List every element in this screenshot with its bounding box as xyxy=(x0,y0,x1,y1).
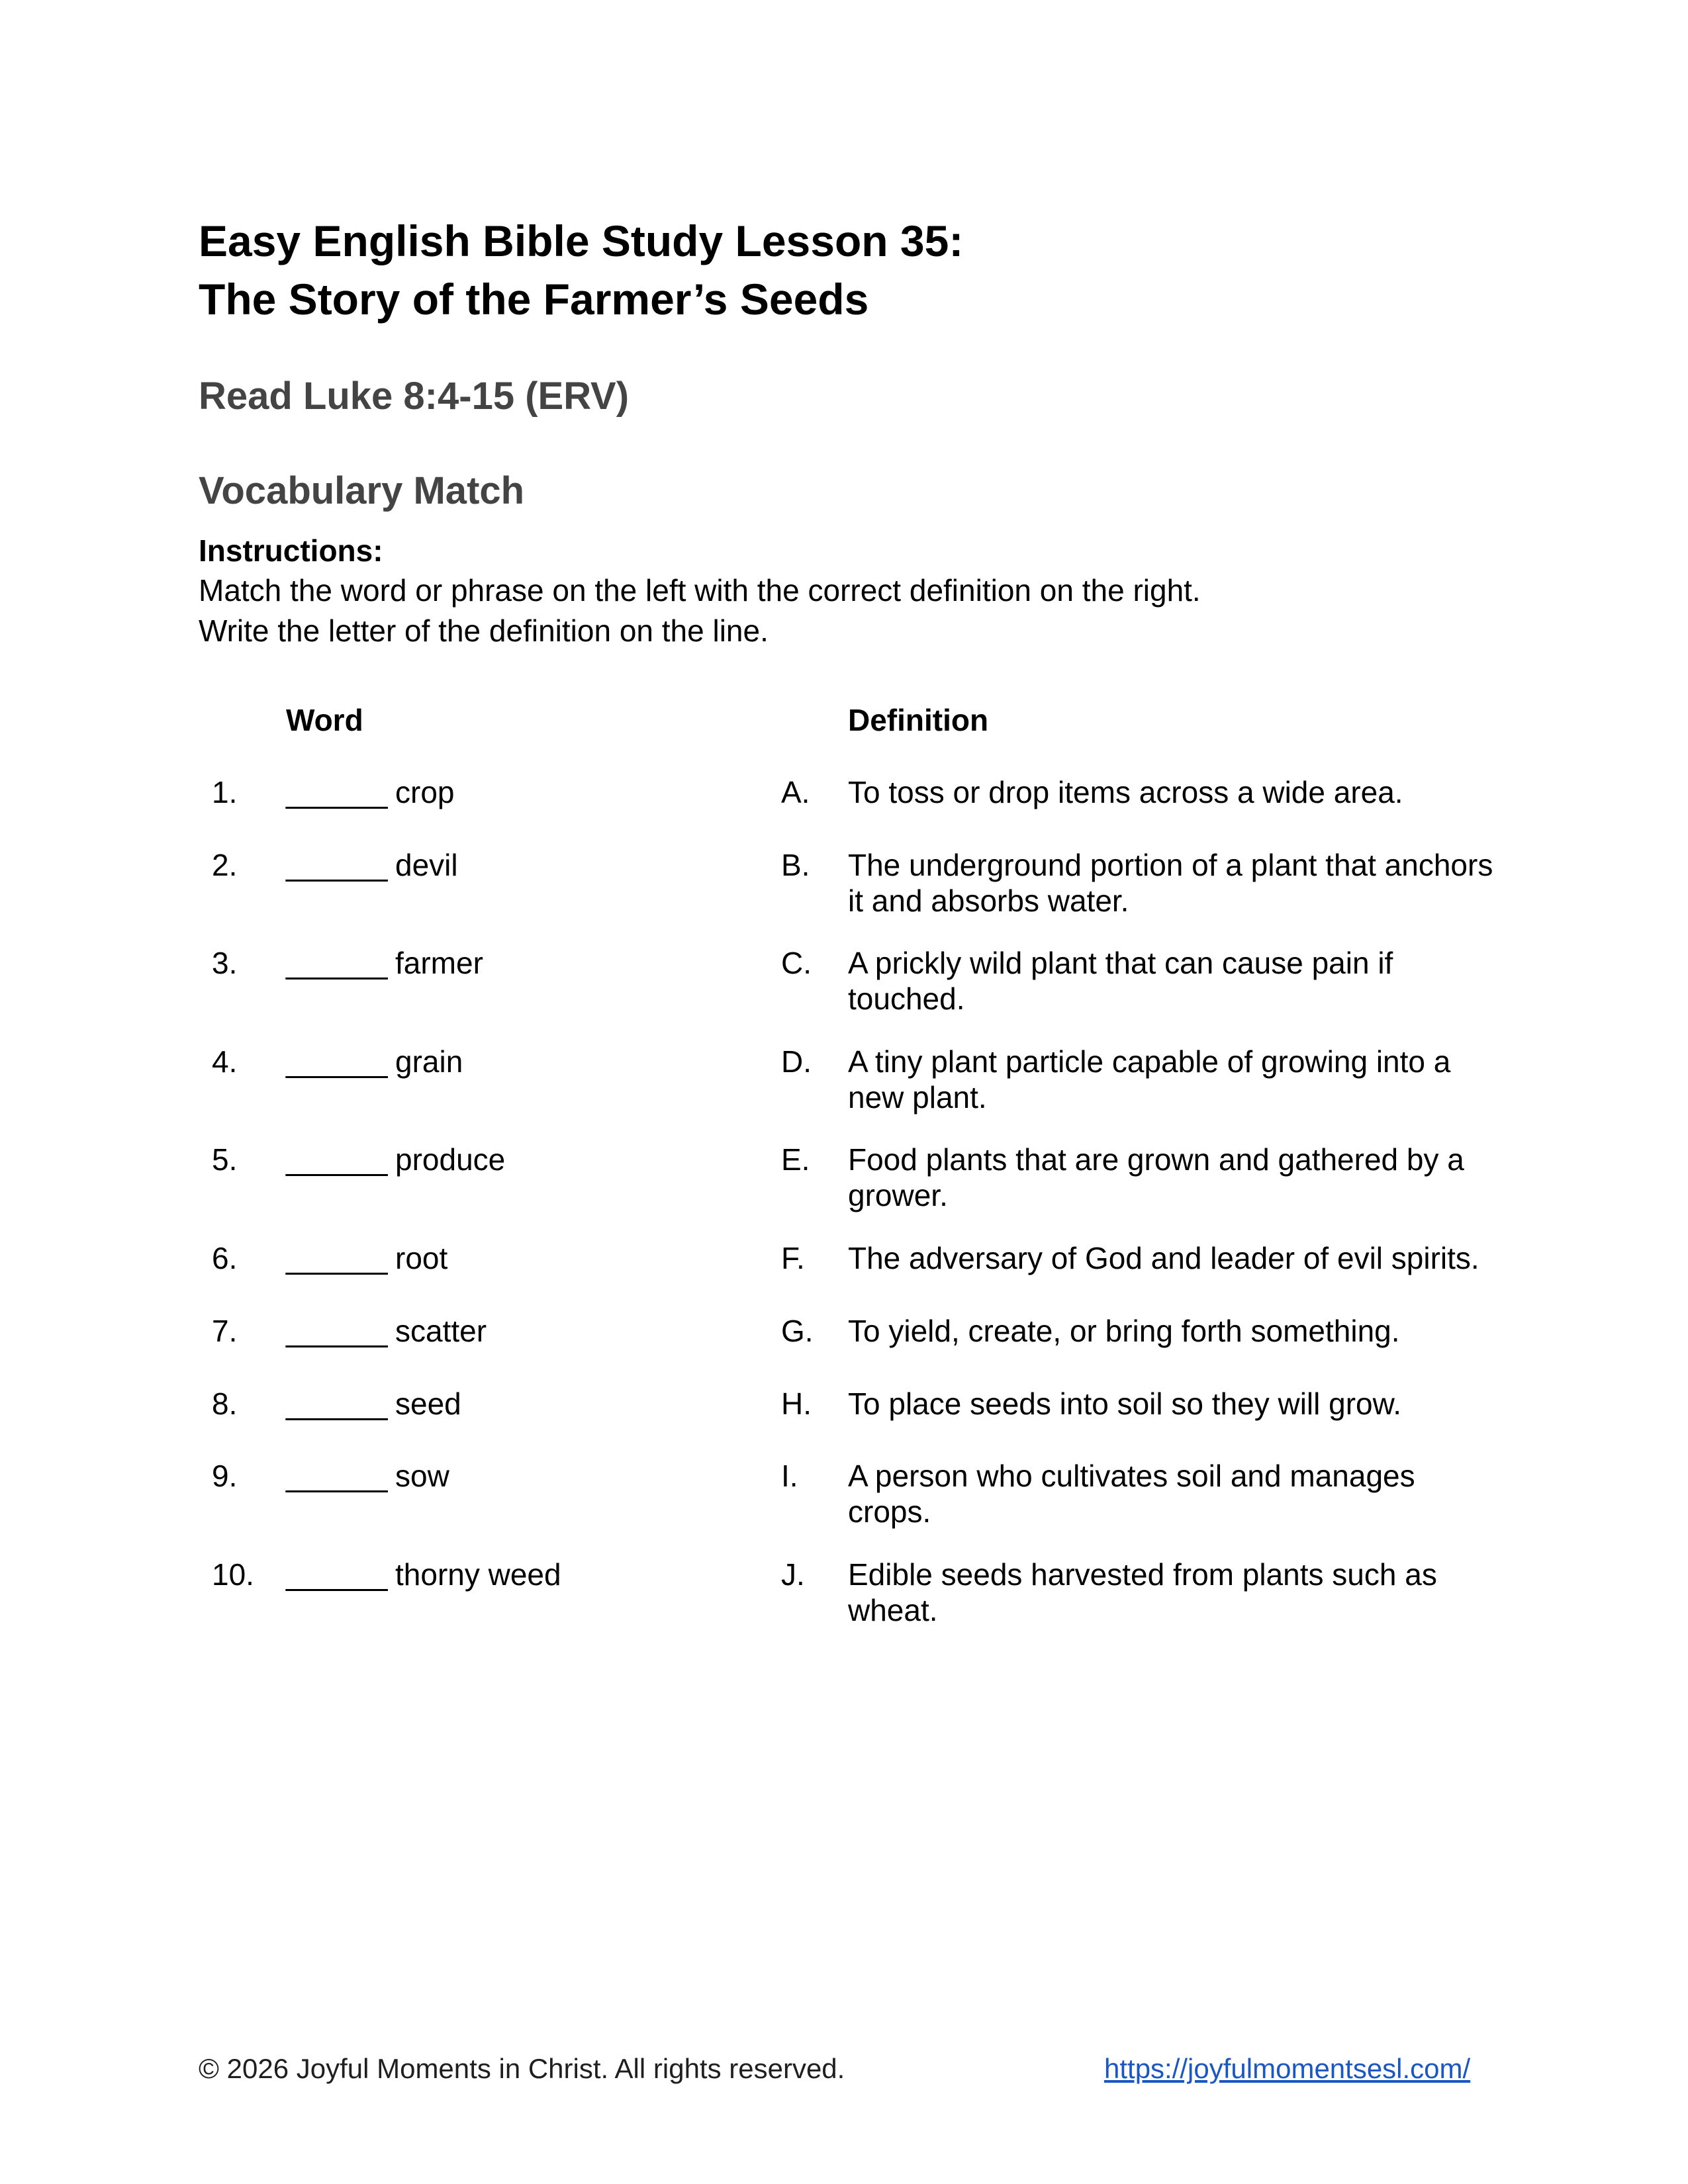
definition-text: A tiny plant particle capable of growing into a new plant. xyxy=(848,1044,1451,1115)
vocab-word: devil xyxy=(395,848,458,882)
definition-letter: C. xyxy=(781,946,812,980)
item-number: 5. xyxy=(212,1142,238,1177)
item-number: 6. xyxy=(212,1241,238,1275)
answer-blank: ______ xyxy=(286,775,388,809)
vocab-word: thorny weed xyxy=(395,1557,561,1592)
reading-reference: Read Luke 8:4-15 (ERV) xyxy=(199,375,630,418)
section-heading: Vocabulary Match xyxy=(199,469,525,512)
definition-letter: J. xyxy=(781,1557,805,1592)
definition-letter: F. xyxy=(781,1241,805,1275)
item-number: 4. xyxy=(212,1044,238,1079)
definition-letter: A. xyxy=(781,775,810,809)
item-number: 3. xyxy=(212,946,238,980)
definition-letter: E. xyxy=(781,1142,810,1177)
match-row xyxy=(0,774,1688,854)
instructions-line-1: Match the word or phrase on the left with the correct definition on the right. xyxy=(199,573,1201,608)
vocab-word: crop xyxy=(395,775,455,809)
answer-blank: ______ xyxy=(286,1142,388,1177)
definition-text: To toss or drop items across a wide area. xyxy=(848,775,1403,809)
match-row xyxy=(0,847,1688,927)
item-number: 9. xyxy=(212,1459,238,1493)
match-row xyxy=(0,1142,1688,1221)
vocab-word: seed xyxy=(395,1387,461,1421)
item-number: 2. xyxy=(212,848,238,882)
definition-letter: H. xyxy=(781,1387,812,1421)
answer-blank: ______ xyxy=(286,1459,388,1493)
item-number: 8. xyxy=(212,1387,238,1421)
item-number: 10. xyxy=(212,1557,254,1592)
match-row xyxy=(0,1313,1688,1392)
definition-letter: G. xyxy=(781,1314,814,1348)
title-line-2: The Story of the Farmer’s Seeds xyxy=(199,275,869,324)
instructions-label: Instructions: xyxy=(199,533,383,568)
match-row xyxy=(0,1458,1688,1537)
item-number: 7. xyxy=(212,1314,238,1348)
definition-letter: D. xyxy=(781,1044,812,1079)
vocab-word: farmer xyxy=(395,946,483,980)
answer-blank: ______ xyxy=(286,1314,388,1348)
match-row xyxy=(0,1386,1688,1465)
answer-blank: ______ xyxy=(286,1557,388,1592)
definition-text: A prickly wild plant that can cause pain if touched. xyxy=(848,946,1393,1016)
vocab-word: root xyxy=(395,1241,448,1275)
definition-letter: I. xyxy=(781,1459,798,1493)
copyright-notice: © 2026 Joyful Moments in Christ. All rights reserved. xyxy=(199,2053,845,2084)
vocab-word: produce xyxy=(395,1142,506,1177)
vocab-word: grain xyxy=(395,1044,463,1079)
answer-blank: ______ xyxy=(286,1241,388,1275)
definition-text: To place seeds into soil so they will grow. xyxy=(848,1387,1402,1421)
answer-blank: ______ xyxy=(286,1044,388,1079)
page-title xyxy=(199,212,963,328)
match-row xyxy=(0,945,1688,1024)
definition-column-header: Definition xyxy=(848,703,989,737)
instructions-line-2: Write the letter of the definition on the line. xyxy=(199,614,769,648)
vocab-word: scatter xyxy=(395,1314,487,1348)
match-row xyxy=(0,1240,1688,1320)
item-number: 1. xyxy=(212,775,238,809)
website-link[interactable]: https://joyfulmomentsesl.com/ xyxy=(1104,2053,1471,2084)
title-line-1: Easy English Bible Study Lesson 35: xyxy=(199,216,964,265)
definition-text: A person who cultivates soil and manages crops. xyxy=(848,1459,1415,1529)
definition-text: The adversary of God and leader of evil spirits. xyxy=(848,1241,1479,1275)
definition-text: The underground portion of a plant that anchors it and absorbs water. xyxy=(848,848,1493,918)
match-row xyxy=(0,1557,1688,1636)
definition-text: To yield, create, or bring forth something. xyxy=(848,1314,1400,1348)
definition-text: Edible seeds harvested from plants such as wheat. xyxy=(848,1557,1437,1627)
vocab-word: sow xyxy=(395,1459,449,1493)
word-column-header: Word xyxy=(286,703,363,737)
definition-letter: B. xyxy=(781,848,810,882)
answer-blank: ______ xyxy=(286,1387,388,1421)
definition-text: Food plants that are grown and gathered by a grower. xyxy=(848,1142,1464,1212)
answer-blank: ______ xyxy=(286,848,388,882)
match-row xyxy=(0,1044,1688,1123)
answer-blank: ______ xyxy=(286,946,388,980)
